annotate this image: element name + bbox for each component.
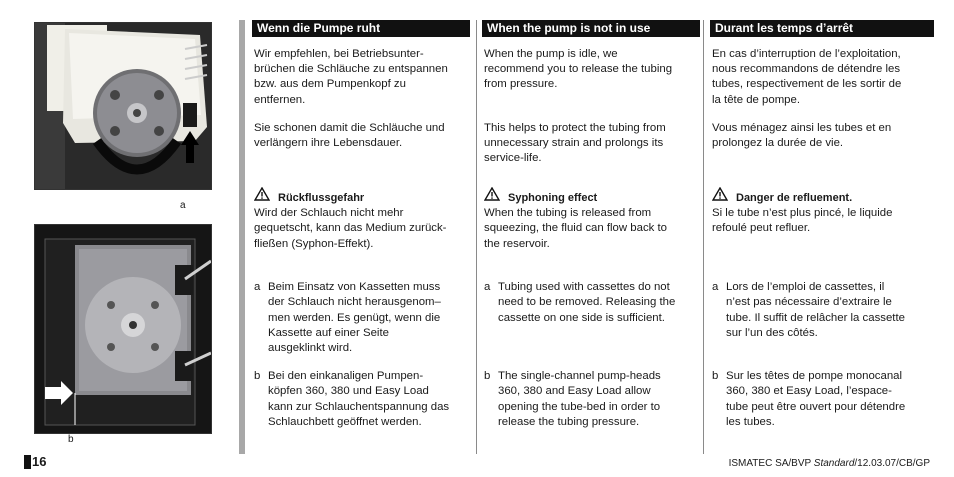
warning-icon (712, 187, 728, 206)
list-item-b (252, 369, 470, 430)
warning-title-text: Syphoning effect (508, 192, 598, 204)
paragraph-intro: When the pump is idle, we recommend you to release the tubing from pressure. (484, 48, 673, 91)
pump-cassette-photo (34, 22, 212, 190)
warning-title-text: Danger de refluement. (736, 192, 853, 204)
list-item-a (710, 280, 934, 369)
page-number: 16 (32, 454, 47, 469)
list-item-a (252, 280, 470, 369)
column-french (710, 20, 934, 430)
list-item-text: Lors de l’emploi de cassettes, il n’est pas nécessaire d’extraire le tube. Il suffit de relâcher la cassette sur l’un des côtés. (726, 281, 905, 339)
figure-label-a: a (180, 200, 186, 211)
column-divider-1 (476, 20, 477, 454)
footer-imprint (729, 458, 930, 469)
section-heading: Wenn die Pumpe ruht (252, 20, 470, 37)
list-item-b (482, 369, 700, 430)
list-marker: b (712, 370, 719, 383)
column-divider-2 (703, 20, 704, 454)
warning-title (710, 187, 934, 206)
paragraph-benefit: This helps to protect the tubing from unnecessary strain and prolongs its service-life. (484, 122, 666, 165)
list-item-a (482, 280, 700, 369)
warning-title-text: Rückflussgefahr (278, 192, 365, 204)
gray-margin-bar (239, 20, 245, 454)
warning-icon (484, 187, 500, 206)
page-number-marker (24, 455, 31, 469)
paragraph-benefit: Vous ménagez ainsi les tubes et en prolongez la durée de vie. (712, 122, 892, 150)
list-item-b (710, 369, 934, 430)
imprint-company: ISMATEC SA/BVP (728, 458, 814, 469)
warning-text: Si le tube n’est plus pincé, le liquide refoulé peut refluer. (712, 207, 893, 235)
list-item-text: Tubing used with cassettes do not need to be removed. Releasing the cassette on one side is sufficient. (498, 281, 676, 324)
section-heading: Durant les temps d’arrêt (710, 20, 934, 37)
photo-column (28, 20, 239, 454)
imprint-date-code: /12.03.07/CB/GP (854, 458, 930, 469)
column-german (252, 20, 470, 430)
pump-head-photo (34, 224, 212, 434)
paragraph-intro: En cas d’interruption de l’exploitation, nous recommandons de détendre les tubes, respectivement de les sortir de la tête de pompe. (712, 48, 902, 106)
section-heading: When the pump is not in use (482, 20, 700, 37)
paragraph-benefit: Sie schonen damit die Schläuche und verlängern ihre Lebensdauer. (254, 122, 445, 150)
list-marker: a (712, 281, 719, 294)
list-item-text: Beim Einsatz von Kassetten muss der Schlauch nicht herausgenom– men werden. Es genügt, wenn die Kassette auf einer Seite ausgeklinkt wird. (268, 281, 441, 355)
warning-title (482, 187, 700, 206)
list-item-text: The single-channel pump-heads 360, 380 and Easy Load allow opening the tube-bed in order to release the tubing pressure. (498, 370, 661, 428)
column-english (482, 20, 700, 430)
imprint-edition: Standard (813, 458, 855, 469)
warning-icon (254, 187, 270, 206)
figure-label-b: b (68, 434, 74, 445)
paragraph-intro: Wir empfehlen, bei Betriebsunter- brüchen die Schläuche zu entspannen bzw. aus dem Pumpenkopf zu entfernen. (254, 48, 448, 106)
warning-text: When the tubing is released from squeezing, the fluid can flow back to the reservoir. (484, 207, 667, 250)
list-marker: a (484, 281, 491, 294)
list-marker: b (484, 370, 491, 383)
list-item-text: Sur les têtes de pompe monocanal 360, 380 et Easy Load, l’espace- tube peut être ouvert pour détendre les tubes. (726, 370, 906, 428)
list-marker: b (254, 370, 261, 383)
warning-title (252, 187, 470, 206)
list-marker: a (254, 281, 261, 294)
warning-text: Wird der Schlauch nicht mehr gequetscht, kann das Medium zurück- fließen (Syphon-Effekt). (254, 207, 447, 250)
list-item-text: Bei den einkanaligen Pumpen- köpfen 360, 380 und Easy Load kann zur Schlauchentspannung das Schlauchbett geöffnet werden. (268, 370, 450, 428)
